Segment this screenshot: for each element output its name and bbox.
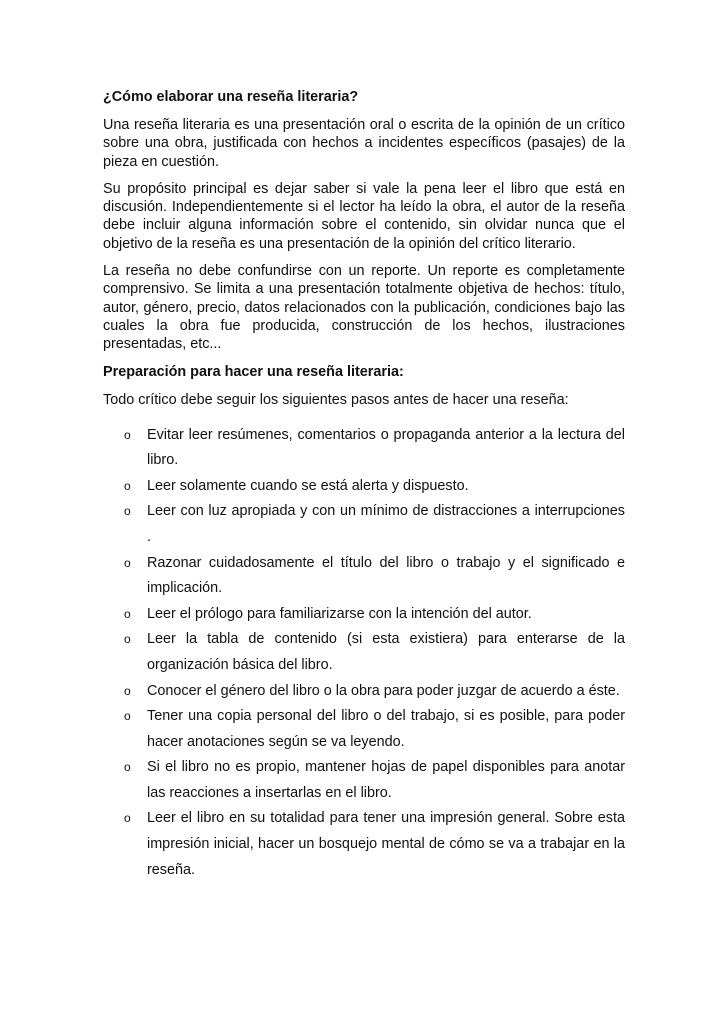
list-item-text: Leer el libro en su totalidad para tener una impresión general. Sobre esta impresión inicial, hacer un bosquejo mental de cómo se va a trabajar en la reseña. [147,810,625,878]
list-item [103,499,625,550]
list-item-text: Leer la tabla de contenido (si esta existiera) para enterarse de la organización básica del libro. [147,631,625,673]
bullet-icon: o [124,683,131,698]
list-item [103,551,625,602]
bullet-icon: o [124,606,131,621]
list-item-text: Tener una copia personal del libro o del trabajo, si es posible, para poder hacer anotaciones según se va leyendo. [147,708,625,750]
list-item [103,755,625,806]
list-item [103,806,625,883]
list-item-text: Si el libro no es propio, mantener hojas de papel disponibles para anotar las reacciones a insertarlas en el libro. [147,759,625,801]
list-item [103,474,625,500]
list-item-text: Razonar cuidadosamente el título del libro o trabajo y el significado e implicación. [147,554,625,597]
list-item [103,679,625,705]
list-item-text: Leer el prólogo para familiarizarse con la intención del autor. [147,605,532,622]
bullet-icon: o [124,811,131,826]
paragraph-purpose: Su propósito principal es dejar saber si vale la pena leer el libro que está en discusión. Independientemente si el lector ha leído la obra, el autor de la reseña debe incluir alguna información sobre el contenido, sin olvidar nunca que el objetivo de la reseña es una presentación de la opinión del crítico literario. [103,180,625,252]
bullet-icon: o [124,555,131,570]
steps-list [103,423,625,884]
paragraph-definition: Una reseña literaria es una presentación oral o escrita de la opinión de un crítico sobre una obra, justificada con hechos a incidentes específicos (pasajes) de la pieza en cuestión. [103,117,625,170]
document-title: ¿Cómo elaborar una reseña literaria? [103,89,359,105]
bullet-icon: o [124,709,131,724]
list-item-text: Leer con luz apropiada y con un mínimo de distracciones a interrupciones . [147,503,625,545]
bullet-icon: o [124,478,131,493]
bullet-icon: o [124,760,131,775]
list-item [103,602,625,628]
list-item [103,704,625,755]
list-item [103,423,625,474]
bullet-icon: o [124,427,131,442]
bullet-icon: o [124,632,131,647]
section-heading: Preparación para hacer una reseña literaria: [103,363,404,380]
list-item [103,627,625,678]
bullet-icon: o [124,504,131,519]
paragraph-report-comparison: La reseña no debe confundirse con un reporte. Un reporte es completamente comprensivo. Se limita a una presentación totalmente objetiva de hechos: título, autor, género, precio, datos relacionados con la publicación, condiciones bajo las cuales la obra fue producida, construcción de los hechos, ilustraciones presentadas, etc... [103,263,625,353]
list-item-text: Leer solamente cuando se está alerta y dispuesto. [147,477,469,494]
steps-intro: Todo crítico debe seguir los siguientes pasos antes de hacer una reseña: [103,391,569,408]
document-page [103,88,625,883]
list-item-text: Evitar leer resúmenes, comentarios o propaganda anterior a la lectura del libro. [147,426,625,469]
list-item-text: Conocer el género del libro o la obra para poder juzgar de acuerdo a éste. [147,682,620,699]
